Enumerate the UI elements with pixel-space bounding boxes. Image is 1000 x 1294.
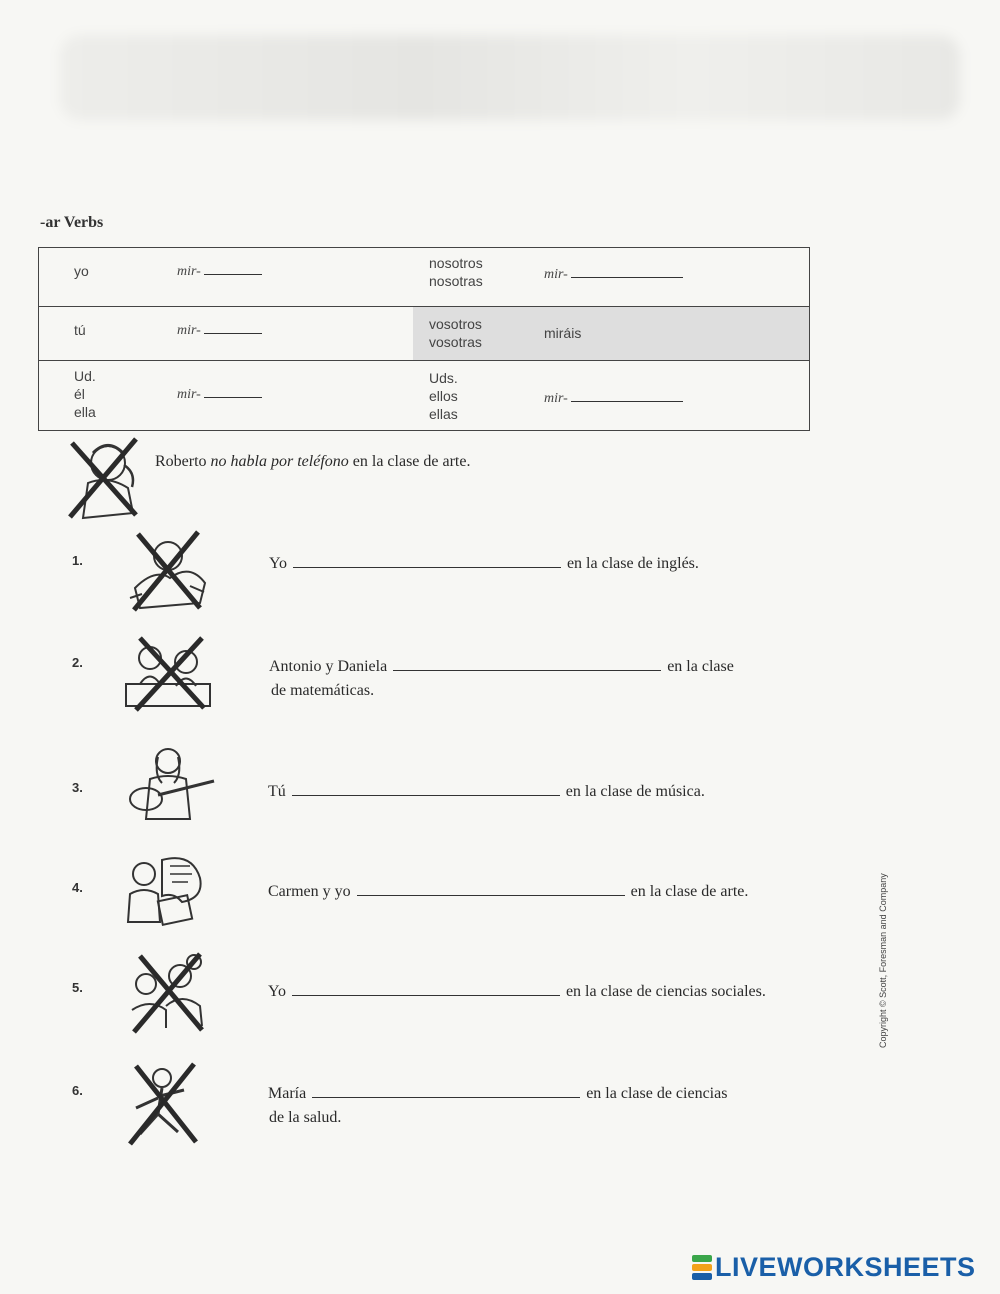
example-verb-phrase: no habla por teléfono (210, 453, 349, 470)
blank-line (204, 262, 262, 275)
copyright-notice: Copyright © Scott, Foresman and Company (878, 873, 888, 1048)
running-crossed-icon (116, 1060, 208, 1148)
pronoun: ellas (429, 406, 458, 422)
answer-blank[interactable] (293, 553, 561, 568)
answer-blank[interactable] (312, 1083, 580, 1098)
exercise-number: 3. (72, 780, 83, 795)
stem-text: mir- (177, 387, 201, 402)
liveworksheets-logo-icon (692, 1255, 712, 1281)
pronoun-group (74, 367, 96, 421)
pronoun-group (429, 254, 483, 290)
answer-blank[interactable] (292, 981, 560, 996)
exercise-line (268, 1083, 727, 1103)
exercise-after: en la clase de música. (565, 783, 705, 800)
stem-cell (544, 265, 683, 283)
stem-cell (177, 385, 262, 403)
pronoun: vosotras (429, 334, 482, 350)
exercise-line (268, 881, 748, 901)
pronoun-group (429, 315, 482, 351)
exercise-line (269, 553, 699, 573)
pronoun: él (74, 386, 85, 402)
given-form: miráis (544, 325, 582, 341)
stem-text: mir- (544, 267, 568, 282)
blank-line (571, 389, 683, 402)
table-row (39, 248, 809, 307)
listening-crossed-icon (120, 528, 215, 613)
stem-cell (177, 321, 262, 339)
painting-student-icon (118, 850, 204, 928)
exercise-number: 1. (72, 553, 83, 568)
exercise-second-line: de la salud. (269, 1109, 342, 1126)
exercise-after: en la clase (667, 658, 734, 675)
answer-blank[interactable] (393, 656, 661, 671)
exercise-number: 6. (72, 1083, 83, 1098)
logo-bar (692, 1255, 712, 1262)
pronoun: nosotras (429, 273, 483, 289)
exercise-after: en la clase de arte. (630, 883, 749, 900)
group-discussion-crossed-icon (118, 950, 214, 1036)
pronoun: ella (74, 404, 96, 420)
blank-line (571, 265, 683, 278)
pronoun: vosotros (429, 316, 482, 332)
stem-text: mir- (177, 264, 201, 279)
pronoun: nosotros (429, 255, 483, 271)
exercise-subject: Yo (269, 555, 287, 572)
exercise-subject: María (268, 1085, 307, 1102)
pronoun: ellos (429, 388, 458, 404)
exercise-after: en la clase de inglés. (566, 555, 699, 572)
guitar-player-icon (122, 743, 220, 827)
pronoun-yo: yo (74, 263, 89, 279)
exercise-after: en la clase de ciencias (586, 1085, 728, 1102)
exercise-line (269, 656, 734, 676)
phone-call-crossed-icon (58, 433, 150, 521)
example-subject: Roberto (155, 453, 207, 470)
pronoun-group (429, 369, 458, 423)
exercise-after: en la clase de ciencias sociales. (565, 983, 766, 1000)
exercise-subject: Yo (268, 983, 286, 1000)
logo-bar (692, 1273, 712, 1280)
answer-blank[interactable] (357, 881, 625, 896)
pronoun-tu: tú (74, 322, 86, 338)
table-row (39, 307, 809, 361)
stem-text: mir- (544, 391, 568, 406)
exercise-second-line: de matemáticas. (271, 682, 375, 699)
exercise-subject: Antonio y Daniela (269, 658, 388, 675)
liveworksheets-brand[interactable] (692, 1252, 976, 1283)
stem-cell (544, 389, 683, 407)
exercise-line (268, 781, 705, 801)
exercise-number: 5. (72, 980, 83, 995)
logo-bar (692, 1264, 712, 1271)
exercise-subject: Carmen y yo (268, 883, 351, 900)
scan-smudge (60, 35, 960, 120)
pronoun: Ud. (74, 368, 96, 384)
exercise-subject: Tú (268, 783, 286, 800)
stem-cell (177, 262, 262, 280)
table-row (39, 361, 809, 430)
example-rest: en la clase de arte. (352, 453, 471, 470)
exercise-line (268, 981, 766, 1001)
exercise-number: 2. (72, 655, 83, 670)
conjugation-table (38, 247, 810, 431)
pronoun: Uds. (429, 370, 458, 386)
exercise-number: 4. (72, 880, 83, 895)
blank-line (204, 385, 262, 398)
stem-text: mir- (177, 323, 201, 338)
two-students-crossed-icon (118, 634, 218, 722)
brand-name: LIVEWORKSHEETS (715, 1252, 976, 1282)
section-title: -ar Verbs (40, 214, 104, 231)
example-sentence (155, 453, 470, 471)
blank-line (204, 321, 262, 334)
answer-blank[interactable] (292, 781, 560, 796)
